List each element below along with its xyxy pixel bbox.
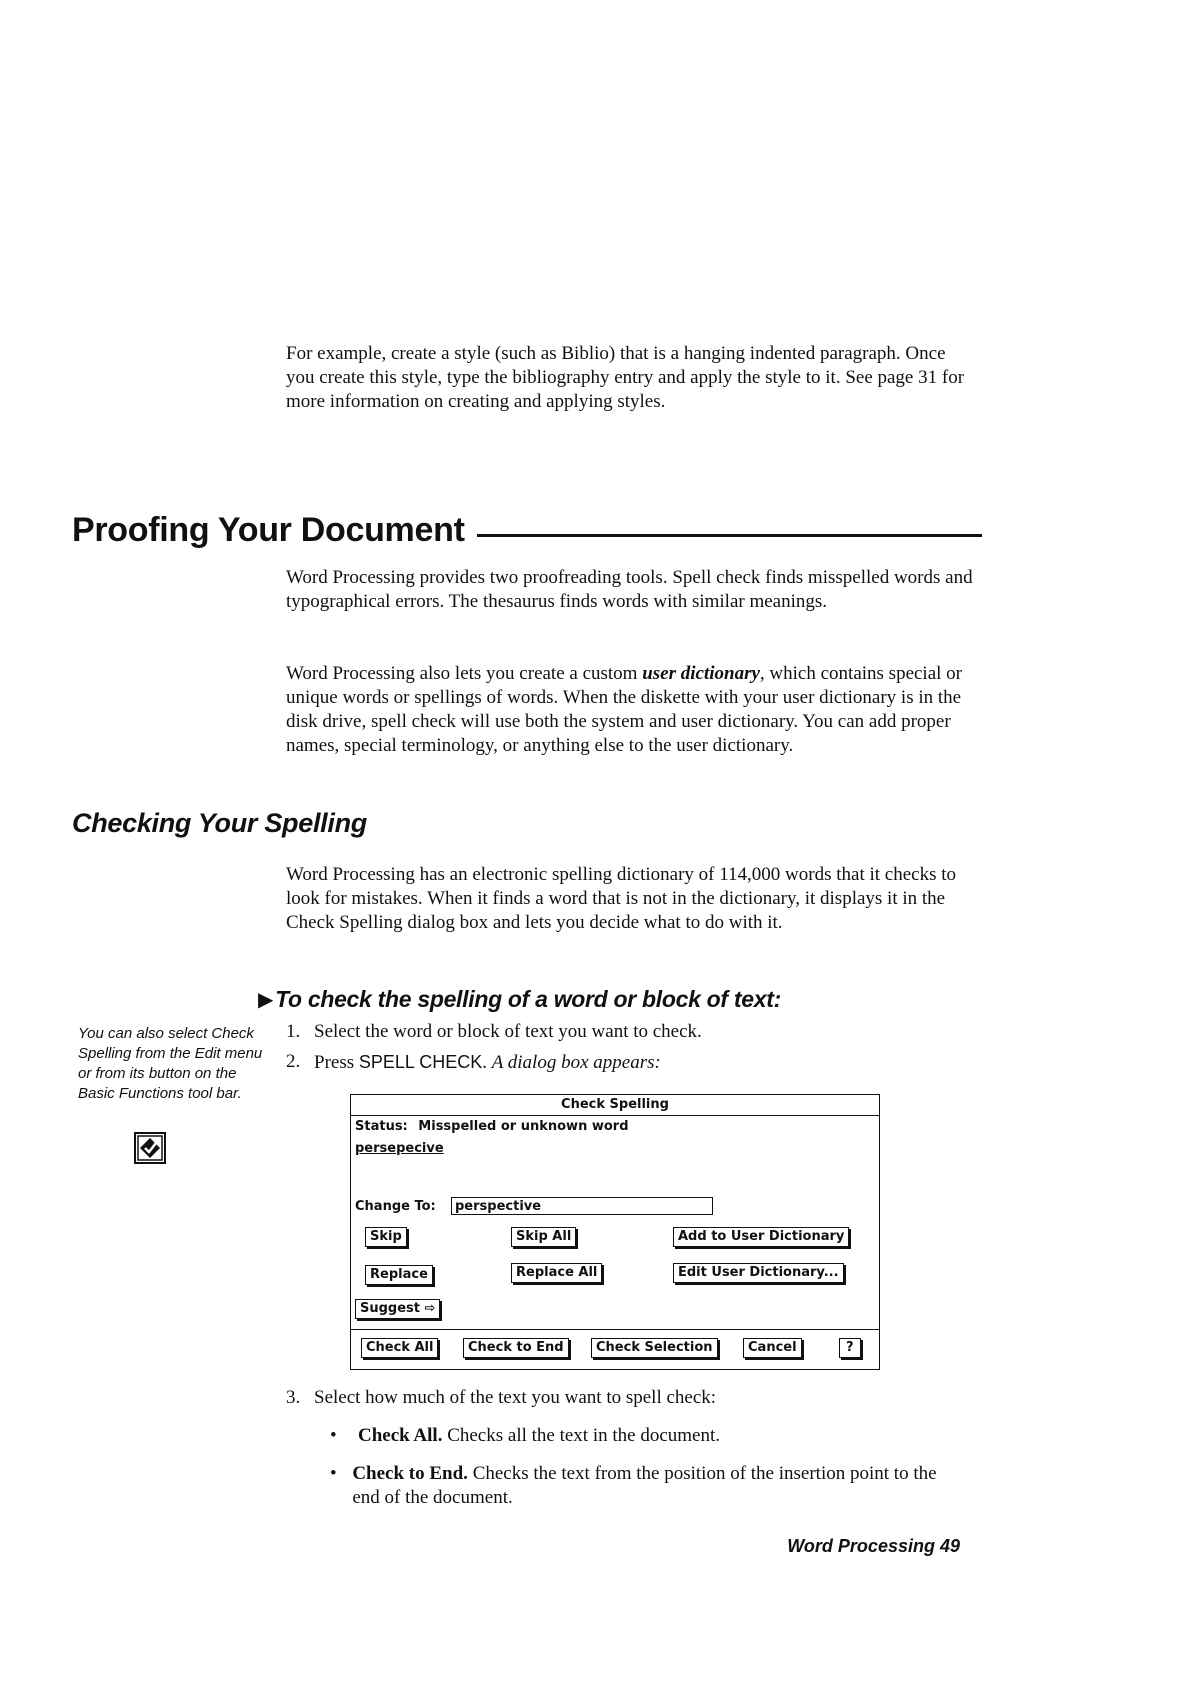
- spell-check-tool-icon: [134, 1132, 166, 1164]
- step-1: 1. Select the word or block of text you want to check.: [286, 1021, 702, 1042]
- dialog-title: Check Spelling: [351, 1095, 879, 1116]
- user-dictionary-term: user dictionary: [642, 663, 760, 684]
- skip-button[interactable]: Skip: [365, 1227, 407, 1247]
- cancel-button[interactable]: Cancel: [743, 1338, 802, 1358]
- change-to-input[interactable]: perspective: [451, 1197, 713, 1215]
- check-all-button[interactable]: Check All: [361, 1338, 438, 1358]
- check-spelling-dialog: [350, 1094, 880, 1370]
- subsection-paragraph: Word Processing has an electronic spelling dictionary of 114,000 words that it checks to look for mistakes. When it finds a word that is not in the dictionary, it displays it in the Check Spelling dialog box and lets you decide what to do with it.: [286, 864, 957, 933]
- status-line: [355, 1119, 629, 1134]
- section-paragraph-1: Word Processing provides two proofreading tools. Spell check finds misspelled words and typographical errors. The thesaurus finds words with similar meanings.: [286, 567, 973, 612]
- intro-paragraph: For example, create a style (such as Biblio) that is a hanging indented paragraph. Once you create this style, type the bibliography entry and apply the style to it. See page 31 for more information on creating and applying styles.: [286, 343, 965, 412]
- spell-check-key: SPELL CHECK: [358, 1052, 483, 1072]
- heading-rule: [477, 534, 982, 537]
- bullet-icon: •: [330, 1463, 337, 1484]
- status-label: Status:: [355, 1119, 408, 1134]
- suggest-arrow-icon: ⇨: [420, 1301, 436, 1316]
- option-check-all: • Check All. Checks all the text in the document.: [330, 1425, 720, 1446]
- option-check-to-end: • Check to End. Checks the text from the position of the insertion point to the end of the document.: [330, 1463, 937, 1508]
- status-value: Misspelled or unknown word: [418, 1119, 629, 1134]
- skip-all-button[interactable]: Skip All: [511, 1227, 576, 1247]
- step-2: 2. Press SPELL CHECK. A dialog box appears:: [286, 1051, 661, 1073]
- section-title: Proofing Your Document: [72, 510, 465, 549]
- check-selection-button[interactable]: Check Selection: [591, 1338, 718, 1358]
- triangle-arrow-icon: ▶: [258, 989, 274, 1011]
- edit-user-dictionary-button[interactable]: Edit User Dictionary...: [673, 1263, 844, 1283]
- bullet-icon: •: [330, 1425, 337, 1446]
- check-to-end-button[interactable]: Check to End: [463, 1338, 569, 1358]
- page-footer: Word Processing 49: [787, 1536, 960, 1556]
- help-button[interactable]: ?: [839, 1338, 861, 1358]
- procedure-heading: ▶ To check the spelling of a word or block of text:: [258, 986, 781, 1012]
- section-paragraph-2: Word Processing also lets you create a custom user dictionary, which contains special or unique words or spellings of words. When the diskette with your user dictionary is in the disk drive, spell check will use both the system and user dictionary. You can add proper names, special terminology, or anything else to the user dictionary.: [286, 663, 963, 756]
- suggest-button[interactable]: Suggest ⇨: [355, 1299, 440, 1319]
- replace-button[interactable]: Replace: [365, 1265, 433, 1285]
- add-to-user-dictionary-button[interactable]: Add to User Dictionary: [673, 1227, 849, 1247]
- section-heading: [72, 508, 982, 552]
- change-to-label: Change To:: [355, 1199, 436, 1214]
- subsection-title: Checking Your Spelling: [72, 808, 367, 838]
- step-3: 3. Select how much of the text you want to spell check:: [286, 1387, 717, 1408]
- dialog-button-bar: [351, 1329, 879, 1370]
- replace-all-button[interactable]: Replace All: [511, 1263, 602, 1283]
- sidenote: You can also select Check Spelling from the Edit menu or from its button on the Basic Functions tool bar.: [78, 1025, 263, 1102]
- misspelled-word: persepecive: [355, 1141, 444, 1156]
